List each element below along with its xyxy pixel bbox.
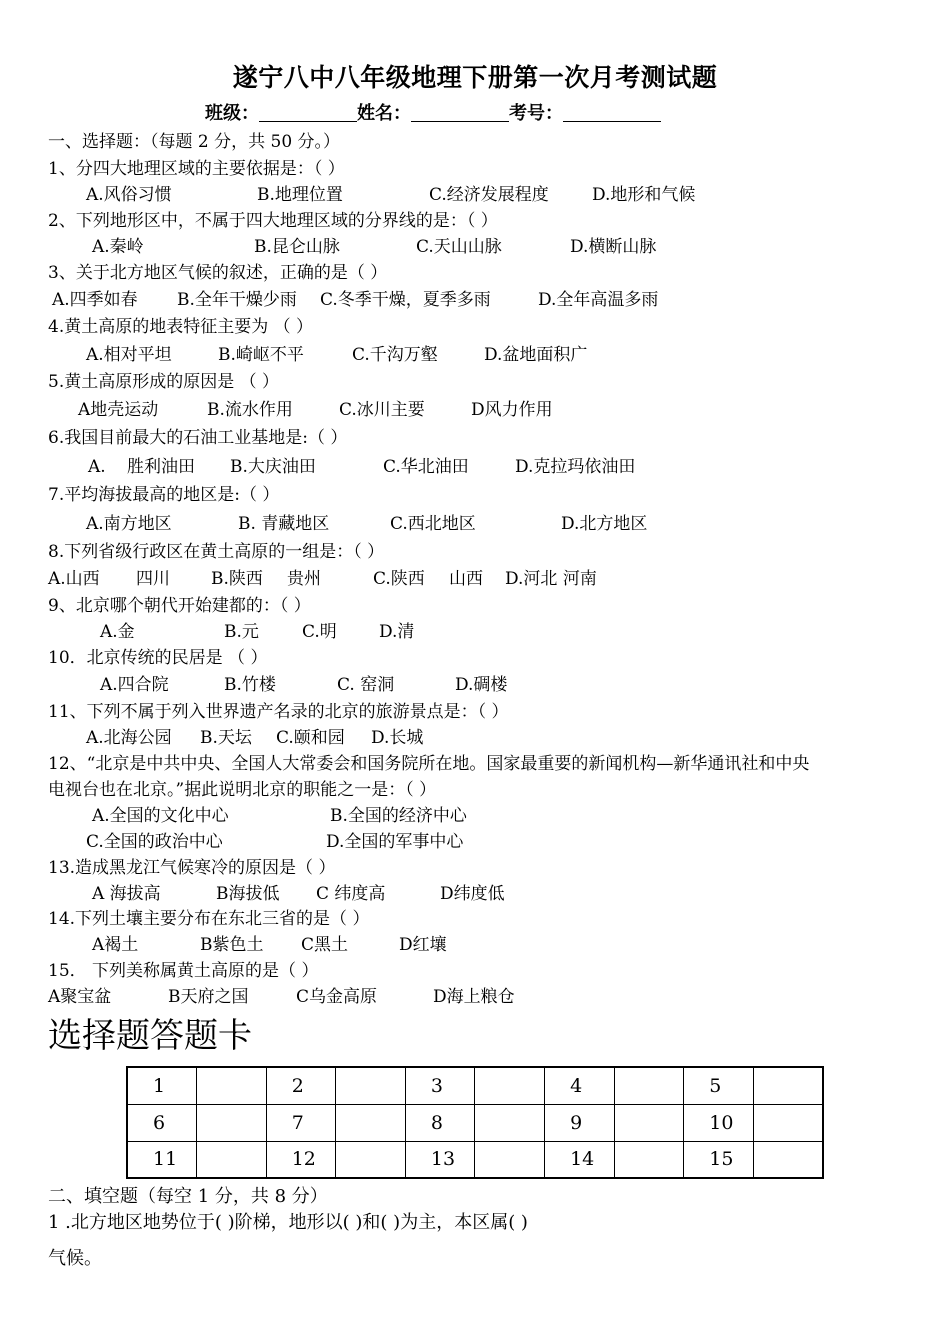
page-title: 遂宁八中八年级地理下册第一次月考测试题 <box>232 63 718 92</box>
table-row <box>127 1104 823 1141</box>
option-2c[interactable]: C.天山山脉 <box>416 237 502 257</box>
table-row <box>127 1141 823 1178</box>
question-9: 9、北京哪个朝代开始建都的：（ ） <box>48 596 311 616</box>
question-12: 12、“北京是中共中央、全国人大常委会和国务院所在地。国家最重要的新闻机构—新华通讯社和中央 <box>48 754 810 774</box>
option-14b[interactable]: B紫色土 <box>200 935 264 955</box>
question-13: 13.造成黑龙江气候寒冷的原因是（ ） <box>48 858 336 878</box>
option-4a[interactable]: A.相对平坦 <box>86 345 172 365</box>
option-7b[interactable]: B. 青藏地区 <box>238 514 330 534</box>
option-1a[interactable]: A.风俗习惯 <box>86 185 172 205</box>
question-8: 8.下列省级行政区在黄土高原的一组是：（ ） <box>48 542 385 562</box>
option-2b[interactable]: B.昆仑山脉 <box>254 237 340 257</box>
option-10c[interactable]: C. 窑洞 <box>337 675 395 695</box>
fill-question-1-cont: 气候。 <box>48 1248 102 1269</box>
answer-number-cell: 9 <box>545 1104 615 1141</box>
option-2a[interactable]: A.秦岭 <box>92 237 144 257</box>
answer-number-cell: 1 <box>127 1067 197 1104</box>
answer-cell[interactable] <box>336 1067 406 1104</box>
question-7: 7.平均海拔最高的地区是:（ ） <box>48 485 280 505</box>
option-6a-letter[interactable]: A. <box>88 457 106 477</box>
question-14: 14.下列土壤主要分布在东北三省的是（ ） <box>48 909 370 929</box>
question-3: 3、关于北方地区气候的叙述，正确的是（ ） <box>48 263 388 283</box>
option-6b[interactable]: B.大庆油田 <box>230 457 316 477</box>
option-15b[interactable]: B天府之国 <box>168 987 249 1007</box>
answer-number-cell: 6 <box>127 1104 197 1141</box>
answer-number-cell: 8 <box>405 1104 475 1141</box>
answer-number-cell: 12 <box>266 1141 336 1178</box>
option-10a[interactable]: A.四合院 <box>100 675 169 695</box>
answer-number-cell: 10 <box>684 1104 754 1141</box>
option-3d[interactable]: D.全年高温多雨 <box>538 290 659 310</box>
option-3a[interactable]: A.四季如春 <box>52 290 138 310</box>
option-1b[interactable]: B.地理位置 <box>257 185 343 205</box>
question-15: 15． 下列美称属黄土高原的是（ ） <box>48 961 319 981</box>
name-label: 姓名： <box>357 103 411 124</box>
option-5c[interactable]: C.冰川主要 <box>339 400 425 420</box>
option-8b[interactable]: B.陕西 <box>211 569 263 589</box>
option-5d[interactable]: D风力作用 <box>471 400 553 420</box>
option-6c[interactable]: C.华北油田 <box>383 457 469 477</box>
answer-card-table <box>126 1066 824 1179</box>
option-4b[interactable]: B.崎岖不平 <box>218 345 304 365</box>
answer-cell[interactable] <box>614 1141 684 1178</box>
option-9b[interactable]: B.元 <box>224 622 259 642</box>
option-8d[interactable]: D.河北 河南 <box>505 569 597 589</box>
option-6a[interactable]: 胜利油田 <box>127 457 195 477</box>
option-9d[interactable]: D.清 <box>379 622 415 642</box>
class-label: 班级： <box>205 103 259 124</box>
section1-heading: 一、选择题：（每题 2 分，共 50 分。） <box>48 132 341 152</box>
option-13c[interactable]: C 纬度高 <box>316 884 386 904</box>
option-11b[interactable]: B.天坛 <box>200 728 252 748</box>
option-13d[interactable]: D纬度低 <box>440 884 505 904</box>
option-8a[interactable]: A.山西 <box>48 569 100 589</box>
option-1c[interactable]: C.经济发展程度 <box>429 185 549 205</box>
option-15d[interactable]: D海上粮仓 <box>433 987 515 1007</box>
option-11a[interactable]: A.北海公园 <box>86 728 172 748</box>
option-12a[interactable]: A.全国的文化中心 <box>92 806 229 826</box>
option-12d[interactable]: D.全国的军事中心 <box>326 832 464 852</box>
option-13b[interactable]: B海拔低 <box>216 884 280 904</box>
class-blank[interactable] <box>259 103 357 122</box>
answer-cell[interactable] <box>475 1104 545 1141</box>
number-blank[interactable] <box>563 103 661 122</box>
answer-cell[interactable] <box>753 1141 823 1178</box>
answer-cell[interactable] <box>336 1141 406 1178</box>
option-12c[interactable]: C.全国的政治中心 <box>86 832 223 852</box>
option-10b[interactable]: B.竹楼 <box>224 675 276 695</box>
option-10d[interactable]: D.碉楼 <box>455 675 508 695</box>
answer-number-cell: 13 <box>405 1141 475 1178</box>
answer-number-cell: 4 <box>545 1067 615 1104</box>
answer-number-cell: 11 <box>127 1141 197 1178</box>
answer-number-cell: 7 <box>266 1104 336 1141</box>
name-blank[interactable] <box>411 103 509 122</box>
option-15a[interactable]: A聚宝盆 <box>48 987 112 1007</box>
answer-cell[interactable] <box>614 1067 684 1104</box>
option-7a[interactable]: A.南方地区 <box>86 514 172 534</box>
answer-number-cell: 3 <box>405 1067 475 1104</box>
answer-cell[interactable] <box>197 1141 267 1178</box>
number-label: 考号： <box>509 103 563 124</box>
answer-cell[interactable] <box>753 1067 823 1104</box>
student-info-line <box>205 99 661 125</box>
answer-cell[interactable] <box>197 1067 267 1104</box>
option-3c[interactable]: C.冬季干燥，夏季多雨 <box>320 290 491 310</box>
question-4: 4.黄土高原的地表特征主要为 （ ） <box>48 317 314 337</box>
option-3b[interactable]: B.全年干燥少雨 <box>177 290 297 310</box>
answer-cell[interactable] <box>475 1067 545 1104</box>
question-10: 10．北京传统的民居是 （ ） <box>48 648 268 668</box>
section2-heading: 二、填空题（每空 1 分，共 8 分） <box>48 1186 328 1207</box>
option-9a[interactable]: A.金 <box>100 622 135 642</box>
option-14a[interactable]: A褐土 <box>92 935 139 955</box>
answer-cell[interactable] <box>614 1104 684 1141</box>
option-9c[interactable]: C.明 <box>302 622 337 642</box>
option-15c[interactable]: C乌金高原 <box>296 987 378 1007</box>
option-8c[interactable]: C.陕西 <box>373 569 425 589</box>
option-13a[interactable]: A 海拔高 <box>92 884 161 904</box>
answer-cell[interactable] <box>753 1104 823 1141</box>
answer-card-heading: 选择题答题卡 <box>48 1016 252 1056</box>
option-7d[interactable]: D.北方地区 <box>561 514 648 534</box>
answer-cell[interactable] <box>475 1141 545 1178</box>
question-1: 1、分四大地理区域的主要依据是：（ ） <box>48 159 345 179</box>
question-6: 6.我国目前最大的石油工业基地是:（ ） <box>48 428 348 448</box>
option-11d[interactable]: D.长城 <box>371 728 424 748</box>
answer-number-cell: 5 <box>684 1067 754 1104</box>
option-14c[interactable]: C黑土 <box>301 935 349 955</box>
option-4c[interactable]: C.千沟万壑 <box>352 345 438 365</box>
question-5: 5.黄土高原形成的原因是 （ ） <box>48 372 280 392</box>
option-8a-2[interactable]: 四川 <box>136 569 170 589</box>
option-5a[interactable]: A地壳运动 <box>78 400 159 420</box>
option-14d[interactable]: D红壤 <box>399 935 447 955</box>
question-12-cont: 电视台也在北京。”据此说明北京的职能之一是：（ ） <box>48 780 437 800</box>
answer-number-cell: 15 <box>684 1141 754 1178</box>
option-5b[interactable]: B.流水作用 <box>207 400 293 420</box>
option-11c[interactable]: C.颐和园 <box>276 728 345 748</box>
answer-cell[interactable] <box>197 1104 267 1141</box>
option-6d[interactable]: D.克拉玛依油田 <box>515 457 636 477</box>
option-1d[interactable]: D.地形和气候 <box>592 185 696 205</box>
option-4d[interactable]: D.盆地面积广 <box>484 345 588 365</box>
table-row <box>127 1067 823 1104</box>
answer-cell[interactable] <box>336 1104 406 1141</box>
option-7c[interactable]: C.西北地区 <box>390 514 476 534</box>
fill-question-1: 1 .北方地区地势位于( )阶梯，地形以( )和( )为主，本区属( ) <box>48 1212 528 1233</box>
answer-number-cell: 2 <box>266 1067 336 1104</box>
option-12b[interactable]: B.全国的经济中心 <box>330 806 467 826</box>
option-2d[interactable]: D.横断山脉 <box>570 237 657 257</box>
answer-number-cell: 14 <box>545 1141 615 1178</box>
question-2: 2、下列地形区中，不属于四大地理区域的分界线的是：（ ） <box>48 211 498 231</box>
option-8c-2[interactable]: 山西 <box>449 569 483 589</box>
question-11: 11、下列不属于列入世界遗产名录的北京的旅游景点是：（ ） <box>48 702 509 722</box>
option-8b-2[interactable]: 贵州 <box>287 569 321 589</box>
